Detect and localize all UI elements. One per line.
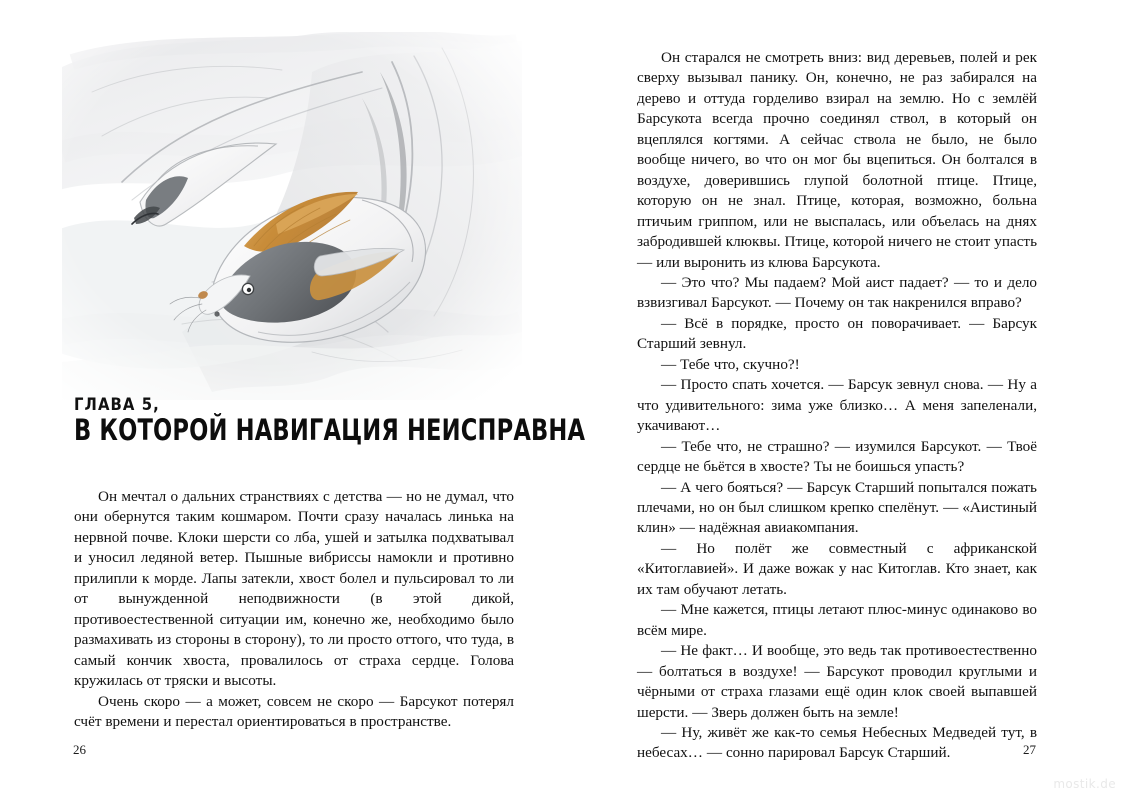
right-page	[562, 0, 1124, 797]
left-column-body	[74, 487, 514, 732]
chapter-heading	[74, 395, 586, 448]
paragraph: — Просто спать хочется. — Барсук зевнул снова. — Ну а что удивительного: зима уже близко… А меня запеленали, укачивают…	[637, 376, 1037, 435]
paragraph: — Тебе что, скучно?!	[661, 355, 800, 373]
chapter-number-label: ГЛАВА 5,	[74, 395, 160, 414]
illustration-artwork	[62, 32, 522, 400]
paragraph: — Мне кажется, птицы летают плюс-минус одинаково во всём мире.	[637, 601, 1037, 639]
paragraph: — Всё в порядке, просто он поворачивает. — Барсук Старший зевнул.	[637, 314, 1037, 353]
paragraph: — Тебе что, не страшно? — изумился Барсукот. — Твоё сердце не бьётся в хвосте? Ты не боишься упасть?	[637, 437, 1037, 476]
right-column-body	[637, 48, 1037, 764]
page-title: В КОТОРОЙ НАВИГАЦИЯ НЕИСПРАВНА	[74, 413, 586, 448]
paragraph: Он мечтал о дальних странствиях с детства — но не думал, что они обернутся таким кошмаром. Почти сразу началась линька на нервной почве. Клоки шерсти со лба, ушей и затылка подхватывал и уносил ледяной ветер. Пышные вибриссы намокли и противно прилипли к морде. Лапы затекли, хвост болел и пульсировал то ли от вынужденной неподвижности (в этой дикой, противоестественной ситуации им, конечно же, необходимо было размахивать из стороны в сторону), то ли просто оттого, что туда, в самый кончик хвоста, провалилось от страха сердце. Голова кружилась от тряски и высоты.	[74, 488, 514, 690]
paragraph: Он старался не смотреть вниз: вид деревьев, полей и рек сверху вызывал панику. Он, конечно, не раз забирался на дерево и оттуда горделиво взирал на землю. Но с землёй Барсукота всегда прочно соединял ствол, в который он вцеплялся когтями. А сейчас ствола не было, не было вообще ничего, во что он мог бы вцепиться. Он болтался в воздухе, доверившись глупой болотной птице. Птице, которую он не знал. Птице, которая, возможно, больна птичьим гриппом, или не выспалась, или объелась на днях забродившей клюквы. Птице, которой ничего не стоит упасть — или выронить из клюва Барсукота.	[637, 49, 1037, 271]
chapter-illustration	[62, 32, 522, 400]
paragraph: — Это что? Мы падаем? Мой аист падает? — то и дело взвизгивал Барсукот. — Почему он так накренился вправо?	[637, 273, 1037, 312]
paragraph: — А чего бояться? — Барсук Старший попытался пожать плечами, но он был слишком крепко спелёнут. — «Аистиный клин» — надёжная авиакомпания.	[637, 478, 1037, 537]
paragraph: Очень скоро — а может, совсем не скоро — Барсукот потерял счёт времени и перестал ориентироваться в пространстве.	[74, 692, 514, 730]
page-number-left: 26	[73, 742, 86, 757]
paragraph: — Ну, живёт же как-то семья Небесных Медведей тут, в небесах… — сонно парировал Барсук Старший.	[637, 723, 1037, 762]
paragraph: — Не факт… И вообще, это ведь так противоестественно — болтаться в воздухе! — Барсукот проводил круглыми и чёрными от страха глазами ещё один клок своей выпавшей шерсти. — Зверь должен быть на земле!	[637, 642, 1037, 721]
page-number-right: 27	[1023, 742, 1036, 757]
paragraph: — Но полёт же совместный с африканской «Китоглавией». И даже вожак у нас Китоглав. Кто знает, как их там обучают летать.	[637, 539, 1037, 598]
watermark: mostik.de	[1053, 777, 1116, 791]
